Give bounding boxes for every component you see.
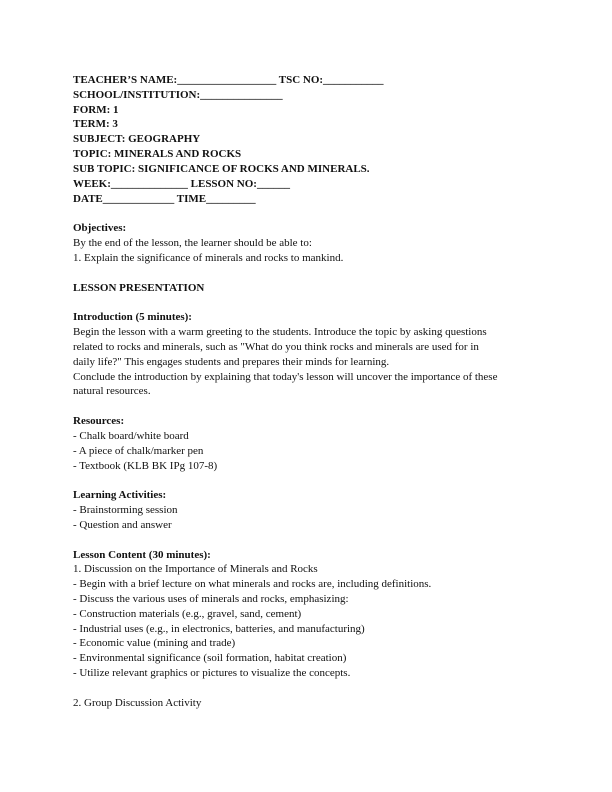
form-line: FORM: 1 (73, 103, 119, 116)
presentation-heading: LESSON PRESENTATION (73, 281, 205, 294)
introduction-text: related to rocks and minerals, such as "What do you think rocks and minerals are used for in (73, 340, 479, 353)
objectives-text: By the end of the lesson, the learner should be able to: (73, 237, 312, 250)
date-line: DATE_____________ TIME_________ (73, 192, 256, 205)
content-item: 1. Discussion on the Importance of Minerals and Rocks (73, 563, 318, 576)
activities-heading: Learning Activities: (73, 489, 167, 502)
resource-item: - Textbook (KLB BK IPg 107-8) (73, 459, 218, 472)
objective-item: 1. Explain the significance of minerals and rocks to mankind. (73, 251, 344, 264)
group-discussion-item: 2. Group Discussion Activity (73, 696, 202, 709)
topic-line: TOPIC: MINERALS AND ROCKS (73, 148, 242, 161)
objectives-heading: Objectives: (73, 222, 127, 235)
activity-item: - Question and answer (73, 518, 172, 531)
introduction-text: natural resources. (73, 385, 151, 398)
header-block (73, 73, 553, 206)
document-page (73, 73, 553, 711)
resource-item: - Chalk board/white board (73, 429, 189, 442)
content-item: - Economic value (mining and trade) (73, 637, 236, 650)
resources-heading: Resources: (73, 415, 125, 428)
content-item: - Begin with a brief lecture on what minerals and rocks are, including definitions. (73, 578, 432, 591)
resource-item: - A piece of chalk/marker pen (73, 444, 204, 457)
introduction-text: Begin the lesson with a warm greeting to the students. Introduce the topic by asking questions (73, 326, 487, 339)
school-line: SCHOOL/INSTITUTION:_______________ (73, 88, 283, 101)
content-item: - Construction materials (e.g., gravel, sand, cement) (73, 607, 302, 620)
introduction-text: Conclude the introduction by explaining that today's lesson will uncover the importance of these (73, 370, 498, 383)
introduction-heading: Introduction (5 minutes): (73, 311, 192, 324)
subtopic-line: SUB TOPIC: SIGNIFICANCE OF ROCKS AND MINERALS. (73, 162, 370, 175)
introduction-text: daily life?" This engages students and prepares their minds for learning. (73, 355, 390, 368)
content-item: - Industrial uses (e.g., in electronics, batteries, and manufacturing) (73, 622, 365, 635)
subject-line: SUBJECT: GEOGRAPHY (73, 133, 201, 146)
term-line: TERM: 3 (73, 118, 118, 131)
activity-item: - Brainstorming session (73, 504, 178, 517)
content-item: - Discuss the various uses of minerals and rocks, emphasizing: (73, 592, 349, 605)
teacher-name-line: TEACHER’S NAME:__________________ TSC NO:___________ (73, 74, 384, 86)
week-line: WEEK:______________ LESSON NO:______ (73, 177, 290, 190)
content-item: - Environmental significance (soil formation, habitat creation) (73, 652, 347, 665)
content-heading: Lesson Content (30 minutes): (73, 548, 211, 561)
content-item: - Utilize relevant graphics or pictures to visualize the concepts. (73, 667, 351, 680)
